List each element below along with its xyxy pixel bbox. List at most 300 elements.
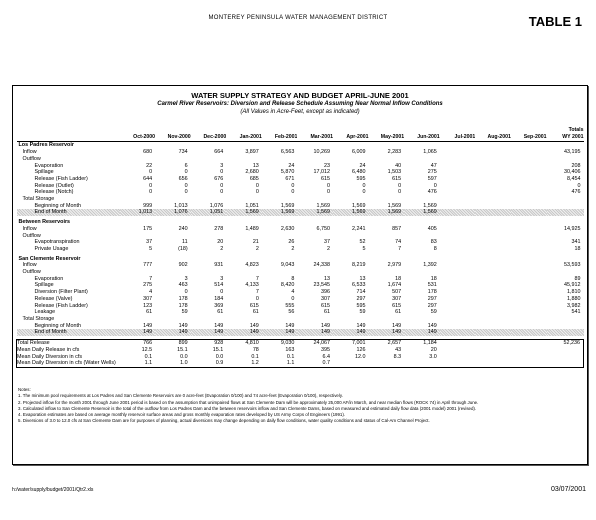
table-cell: 3.0 bbox=[429, 353, 437, 360]
table-cell: 24,067 bbox=[297, 340, 333, 347]
table-row bbox=[17, 282, 584, 289]
table-cell: 4,823 bbox=[245, 262, 259, 269]
total-cell: 52,236 bbox=[547, 340, 584, 347]
table-cell bbox=[511, 329, 547, 336]
table-cell: 777 bbox=[143, 262, 153, 269]
table-cell bbox=[440, 196, 476, 203]
table-cell bbox=[262, 233, 298, 240]
table-cell bbox=[475, 169, 511, 176]
table-cell: 1,569 bbox=[333, 209, 369, 216]
table-cell: 857 bbox=[392, 225, 402, 232]
table-cell: 163 bbox=[285, 346, 295, 353]
row-label: Inflow bbox=[22, 262, 37, 269]
table-cell bbox=[475, 323, 511, 330]
table-cell bbox=[475, 329, 511, 336]
table-cell: 463 bbox=[178, 282, 188, 289]
table-cell: 4,133 bbox=[245, 282, 259, 289]
table-cell: 5 bbox=[362, 245, 366, 252]
row-label: Inflow bbox=[22, 149, 37, 156]
table-number: TABLE 1 bbox=[528, 14, 582, 29]
table-cell: 20 bbox=[217, 239, 224, 246]
table-cell: 1.2 bbox=[226, 360, 262, 367]
table-cell: 178 bbox=[178, 295, 188, 302]
table-cell: 899 bbox=[155, 340, 191, 347]
table-cell: 18 bbox=[430, 275, 437, 282]
table-row bbox=[17, 226, 584, 233]
table-cell: 307 bbox=[392, 295, 402, 302]
table-cell bbox=[404, 360, 440, 367]
table-cell bbox=[155, 316, 191, 323]
table-cell bbox=[333, 360, 369, 367]
table-cell bbox=[440, 156, 476, 163]
table-cell: 59 bbox=[430, 309, 437, 316]
file-path: h:/water/supply/budget/2001/Qtr2.xls bbox=[12, 487, 94, 493]
table-cell bbox=[262, 219, 298, 226]
row-label: Spillage bbox=[34, 282, 54, 289]
table-cell bbox=[440, 256, 476, 263]
table-cell bbox=[333, 316, 369, 323]
table-cell bbox=[511, 303, 547, 310]
total-cell: 541 bbox=[571, 309, 581, 316]
total-cell bbox=[547, 233, 584, 240]
table-cell: 1,569 bbox=[352, 202, 366, 209]
table-cell bbox=[333, 142, 369, 149]
row-label: Release (Fish Ladder) bbox=[34, 175, 88, 182]
table-cell bbox=[404, 156, 440, 163]
month-column-header: Feb-2001 bbox=[262, 127, 298, 142]
table-cell: 8,219 bbox=[352, 262, 366, 269]
table-cell bbox=[404, 256, 440, 263]
table-cell: 8.3 bbox=[393, 353, 402, 360]
table-cell: 178 bbox=[178, 302, 188, 309]
table-cell: 7,001 bbox=[333, 340, 369, 347]
table-cell: 2 bbox=[255, 245, 259, 252]
table-cell bbox=[511, 196, 547, 203]
total-cell bbox=[547, 203, 584, 210]
total-cell bbox=[547, 360, 584, 367]
table-cell bbox=[511, 176, 547, 183]
table-cell: 0 bbox=[398, 189, 402, 196]
table-cell: 149 bbox=[369, 329, 405, 336]
table-cell: (18) bbox=[178, 245, 188, 252]
table-cell: 7 bbox=[398, 245, 402, 252]
table-cell: 175 bbox=[143, 225, 153, 232]
table-body bbox=[17, 142, 584, 368]
table-cell bbox=[475, 316, 511, 323]
table-cell: 15.1 bbox=[212, 346, 224, 353]
row-label: Beginning of Month bbox=[34, 202, 81, 209]
month-column-header: Jan-2001 bbox=[226, 127, 262, 142]
table-cell bbox=[475, 176, 511, 183]
table-cell: 0 bbox=[326, 182, 330, 189]
table-cell bbox=[475, 239, 511, 246]
table-cell: 15.1 bbox=[177, 346, 188, 353]
table-cell: 149 bbox=[120, 329, 156, 336]
table-cell: 2,979 bbox=[387, 262, 402, 269]
table-cell bbox=[475, 347, 511, 354]
row-label: Total Release bbox=[17, 340, 120, 347]
table-cell bbox=[404, 142, 440, 149]
table-row bbox=[17, 340, 584, 347]
table-cell: 6,533 bbox=[352, 282, 366, 289]
table-row bbox=[17, 209, 584, 216]
table-cell bbox=[226, 142, 262, 149]
table-cell bbox=[440, 296, 476, 303]
table-cell bbox=[369, 196, 405, 203]
table-cell: 1.0 bbox=[155, 360, 191, 367]
table-cell: 902 bbox=[178, 262, 188, 269]
table-cell: 59 bbox=[181, 309, 188, 316]
table-cell: 2 bbox=[220, 245, 224, 252]
table-cell bbox=[511, 142, 547, 149]
table-cell: 1,013 bbox=[120, 209, 156, 216]
table-cell bbox=[262, 142, 298, 149]
table-cell bbox=[262, 269, 298, 276]
row-label: Outflow bbox=[22, 269, 41, 276]
table-cell: 1,569 bbox=[423, 202, 437, 209]
table-cell bbox=[475, 303, 511, 310]
table-cell: 999 bbox=[143, 202, 153, 209]
table-cell bbox=[155, 233, 191, 240]
table-cell: 615 bbox=[320, 302, 330, 309]
table-cell bbox=[475, 163, 511, 170]
total-cell bbox=[547, 323, 584, 330]
table-cell: 0 bbox=[255, 182, 259, 189]
table-cell: 78 bbox=[252, 346, 259, 353]
table-cell: 1,569 bbox=[226, 209, 262, 216]
table-cell bbox=[262, 156, 298, 163]
table-row bbox=[17, 269, 584, 276]
row-label: Release (Fish Ladder) bbox=[34, 302, 88, 309]
table-cell: 595 bbox=[356, 175, 366, 182]
table-cell bbox=[440, 340, 476, 347]
table-cell: 2,630 bbox=[280, 225, 295, 232]
table-cell: 6.4 bbox=[322, 353, 330, 360]
table-cell: 0.0 bbox=[215, 353, 224, 360]
total-cell: 30,406 bbox=[564, 169, 581, 176]
table-cell bbox=[475, 276, 511, 283]
table-cell: 3 bbox=[220, 162, 224, 169]
table-row bbox=[17, 156, 584, 163]
total-cell bbox=[547, 196, 584, 203]
table-row bbox=[17, 183, 584, 190]
table-cell: 1,013 bbox=[174, 202, 188, 209]
table-cell: 1.1 bbox=[262, 360, 298, 367]
month-column-header: Dec-2000 bbox=[191, 127, 227, 142]
table-cell: 149 bbox=[320, 322, 330, 329]
table-cell: 734 bbox=[178, 149, 188, 156]
table-cell: 23,545 bbox=[313, 282, 330, 289]
table-cell bbox=[297, 233, 333, 240]
table-cell bbox=[475, 203, 511, 210]
table-row bbox=[17, 149, 584, 156]
table-cell bbox=[440, 323, 476, 330]
table-cell: 83 bbox=[430, 239, 437, 246]
table-cell bbox=[226, 219, 262, 226]
table-cell bbox=[475, 226, 511, 233]
note-line: 1. The minimum pool requirements at Los Padres and San Clemente Reservoirs are 0 acre-feet (Evaporation 0/100) and 74 acre-feet (Evaporation 0/100), respectively. bbox=[18, 393, 343, 399]
table-cell bbox=[475, 196, 511, 203]
table-cell: 1,503 bbox=[387, 169, 402, 176]
month-column-header: Oct-2000 bbox=[120, 127, 156, 142]
table-cell bbox=[120, 233, 156, 240]
table-cell: 17,012 bbox=[313, 169, 330, 176]
table-cell bbox=[440, 149, 476, 156]
table-cell bbox=[511, 169, 547, 176]
table-cell bbox=[440, 269, 476, 276]
row-label: Evapotranspiration bbox=[34, 239, 80, 246]
table-cell: 4 bbox=[149, 289, 153, 296]
table-cell bbox=[511, 149, 547, 156]
table-cell: 5 bbox=[149, 245, 153, 252]
table-cell: 0.7 bbox=[297, 360, 333, 367]
table-cell: 6,750 bbox=[316, 225, 330, 232]
table-cell bbox=[369, 233, 405, 240]
table-cell: 149 bbox=[155, 329, 191, 336]
table-cell: 297 bbox=[427, 302, 437, 309]
total-cell bbox=[547, 219, 584, 226]
table-cell: 8 bbox=[291, 275, 295, 282]
table-cell: 149 bbox=[226, 329, 262, 336]
table-cell: 52 bbox=[359, 239, 366, 246]
table-cell: 0 bbox=[184, 189, 188, 196]
table-cell: 24,338 bbox=[313, 262, 330, 269]
table-cell bbox=[440, 316, 476, 323]
table-cell bbox=[297, 196, 333, 203]
table-cell: 1,076 bbox=[209, 202, 224, 209]
row-label: Evaporation bbox=[34, 162, 64, 169]
table-cell bbox=[511, 233, 547, 240]
table-cell bbox=[226, 316, 262, 323]
table-cell bbox=[155, 156, 191, 163]
budget-table-frame bbox=[12, 85, 588, 465]
table-cell: 0 bbox=[291, 189, 295, 196]
table-cell bbox=[440, 354, 476, 361]
table-cell: 0 bbox=[326, 189, 330, 196]
table-cell: 1,489 bbox=[245, 225, 259, 232]
notes-heading: Notes: bbox=[18, 387, 31, 392]
table-cell: 149 bbox=[392, 322, 402, 329]
table-cell bbox=[440, 282, 476, 289]
total-cell bbox=[547, 316, 584, 323]
table-cell bbox=[440, 163, 476, 170]
table-cell: 1,569 bbox=[387, 202, 402, 209]
table-cell: 0 bbox=[255, 189, 259, 196]
table-cell bbox=[511, 219, 547, 226]
table-cell bbox=[475, 183, 511, 190]
note-line: 3. Calculated inflow to San Clemente Reservoir is the total of the outflow from Los Padres Dam and the between reservoirs inflow and San Clemente Dams, based on measured and estimated daily flow data (2001 model) 2001 (revised). bbox=[18, 405, 477, 411]
table-cell: 6,480 bbox=[352, 169, 366, 176]
total-cell bbox=[547, 142, 584, 149]
table-cell: 1,076 bbox=[155, 209, 191, 216]
table-cell: 4,810 bbox=[226, 340, 262, 347]
table-cell bbox=[475, 209, 511, 216]
table-cell: 2,241 bbox=[352, 225, 366, 232]
table-cell bbox=[191, 256, 227, 263]
row-label: Inflow bbox=[22, 225, 37, 232]
table-cell: 0 bbox=[291, 295, 295, 302]
table-cell: 928 bbox=[191, 340, 227, 347]
table-cell: 149 bbox=[427, 322, 437, 329]
table-cell bbox=[440, 347, 476, 354]
table-cell bbox=[511, 289, 547, 296]
table-cell bbox=[155, 196, 191, 203]
table-cell: 18 bbox=[395, 275, 402, 282]
table-cell: 37 bbox=[323, 239, 330, 246]
table-cell bbox=[120, 142, 156, 149]
table-cell bbox=[120, 196, 156, 203]
table-row bbox=[17, 256, 584, 263]
table-cell bbox=[120, 156, 156, 163]
table-cell bbox=[226, 233, 262, 240]
total-cell: 14,925 bbox=[564, 225, 581, 232]
table-cell: 396 bbox=[320, 289, 330, 296]
total-cell: 45,912 bbox=[564, 282, 581, 289]
total-cell: 89 bbox=[574, 275, 581, 282]
table-cell: 43 bbox=[395, 346, 402, 353]
table-cell bbox=[440, 183, 476, 190]
table-cell bbox=[440, 209, 476, 216]
table-cell bbox=[511, 276, 547, 283]
table-cell bbox=[262, 256, 298, 263]
table-cell: 8 bbox=[433, 245, 437, 252]
table-cell: 3 bbox=[220, 275, 224, 282]
row-label: Los Padres Reservoir bbox=[18, 142, 74, 149]
note-line: 4. Evaporation estimates are based on average monthly reservoir surface areas and gross monthly evaporation rates developed by US Army Corps of Engineers (1991). bbox=[18, 412, 346, 418]
table-cell bbox=[440, 142, 476, 149]
row-label: Diversion (Filter Plant) bbox=[34, 289, 88, 296]
table-cell: 20 bbox=[430, 346, 437, 353]
table-cell bbox=[475, 156, 511, 163]
table-cell: 2 bbox=[291, 245, 295, 252]
table-cell: 7 bbox=[255, 275, 259, 282]
table-cell: 931 bbox=[214, 262, 224, 269]
month-column-header: Jul-2001 bbox=[440, 127, 476, 142]
table-cell: 395 bbox=[320, 346, 330, 353]
table-cell: 2,680 bbox=[245, 169, 259, 176]
table-cell: 1,569 bbox=[316, 202, 330, 209]
table-cell bbox=[191, 219, 227, 226]
table-cell bbox=[475, 354, 511, 361]
total-cell: 1,880 bbox=[567, 295, 581, 302]
table-cell bbox=[155, 219, 191, 226]
table-cell bbox=[369, 156, 405, 163]
table-cell: 2,657 bbox=[369, 340, 405, 347]
table-row bbox=[17, 262, 584, 269]
table-cell bbox=[191, 156, 227, 163]
table-cell bbox=[440, 219, 476, 226]
table-header-row bbox=[17, 127, 584, 142]
table-cell: 615 bbox=[249, 302, 259, 309]
table-row bbox=[17, 309, 584, 316]
table-cell: 369 bbox=[214, 302, 224, 309]
table-cell: 149 bbox=[297, 329, 333, 336]
table-cell bbox=[369, 316, 405, 323]
budget-table bbox=[16, 127, 584, 368]
table-cell bbox=[475, 149, 511, 156]
table-row bbox=[17, 316, 584, 323]
table-cell: 149 bbox=[178, 322, 188, 329]
table-cell bbox=[475, 189, 511, 196]
total-cell bbox=[547, 156, 584, 163]
table-cell: 1,051 bbox=[191, 209, 227, 216]
table-cell: 766 bbox=[120, 340, 156, 347]
table-cell: 6,563 bbox=[280, 149, 295, 156]
table-cell: 7 bbox=[255, 289, 259, 296]
table-cell: 1,569 bbox=[404, 209, 440, 216]
month-column-header: May-2001 bbox=[369, 127, 405, 142]
table-cell: 1.1 bbox=[120, 360, 156, 367]
table-cell: 0.1 bbox=[286, 353, 295, 360]
table-cell bbox=[226, 269, 262, 276]
table-cell: 595 bbox=[356, 302, 366, 309]
table-cell bbox=[155, 269, 191, 276]
total-cell: 0 bbox=[577, 182, 581, 189]
table-cell bbox=[511, 256, 547, 263]
table-cell bbox=[191, 142, 227, 149]
total-cell: 8,454 bbox=[567, 175, 581, 182]
total-cell bbox=[547, 347, 584, 354]
table-cell bbox=[440, 262, 476, 269]
month-column-header: Apr-2001 bbox=[333, 127, 369, 142]
table-cell: 0.0 bbox=[180, 353, 188, 360]
table-cell: 61 bbox=[252, 309, 259, 316]
table-cell bbox=[475, 256, 511, 263]
table-row bbox=[17, 176, 584, 183]
table-cell bbox=[511, 354, 547, 361]
table-cell: 1,184 bbox=[404, 340, 440, 347]
document-date: 03/07/2001 bbox=[550, 486, 586, 493]
table-cell bbox=[511, 203, 547, 210]
table-cell: 0 bbox=[184, 289, 188, 296]
table-row bbox=[17, 142, 584, 149]
table-cell bbox=[191, 233, 227, 240]
table-cell: 2 bbox=[326, 245, 330, 252]
table-cell: 714 bbox=[356, 289, 366, 296]
row-label: Spillage bbox=[34, 169, 54, 176]
row-label: Total Storage bbox=[22, 196, 55, 203]
table-cell: 671 bbox=[285, 175, 295, 182]
table-cell: 7 bbox=[149, 275, 153, 282]
document-subtitle: Carmel River Reservoirs: Diversion and Release Schedule Assuming Near Normal Inflow Conditions bbox=[157, 101, 443, 107]
table-cell bbox=[475, 246, 511, 253]
table-cell: 597 bbox=[427, 175, 437, 182]
table-cell bbox=[511, 360, 547, 367]
table-cell bbox=[440, 289, 476, 296]
table-cell bbox=[404, 196, 440, 203]
month-column-header: Aug-2001 bbox=[475, 127, 511, 142]
table-cell bbox=[262, 196, 298, 203]
table-row bbox=[17, 246, 584, 253]
units-note: (All Values in Acre-Feet, except as indicated) bbox=[240, 109, 360, 115]
table-cell bbox=[297, 219, 333, 226]
table-cell bbox=[120, 316, 156, 323]
table-row bbox=[17, 163, 584, 170]
table-cell: 47 bbox=[430, 162, 437, 169]
table-row bbox=[17, 219, 584, 226]
table-row bbox=[17, 276, 584, 283]
table-cell: 531 bbox=[427, 282, 437, 289]
row-label: Release (Valve) bbox=[34, 295, 73, 302]
table-cell: 149 bbox=[356, 322, 366, 329]
table-cell: 0 bbox=[220, 189, 224, 196]
table-cell: 0.1 bbox=[251, 353, 259, 360]
total-cell: 3,982 bbox=[567, 302, 581, 309]
totals-header-line: WY 2001 bbox=[562, 133, 584, 140]
table-cell: 0 bbox=[362, 182, 366, 189]
table-cell bbox=[440, 303, 476, 310]
row-label: Evaporation bbox=[34, 275, 64, 282]
